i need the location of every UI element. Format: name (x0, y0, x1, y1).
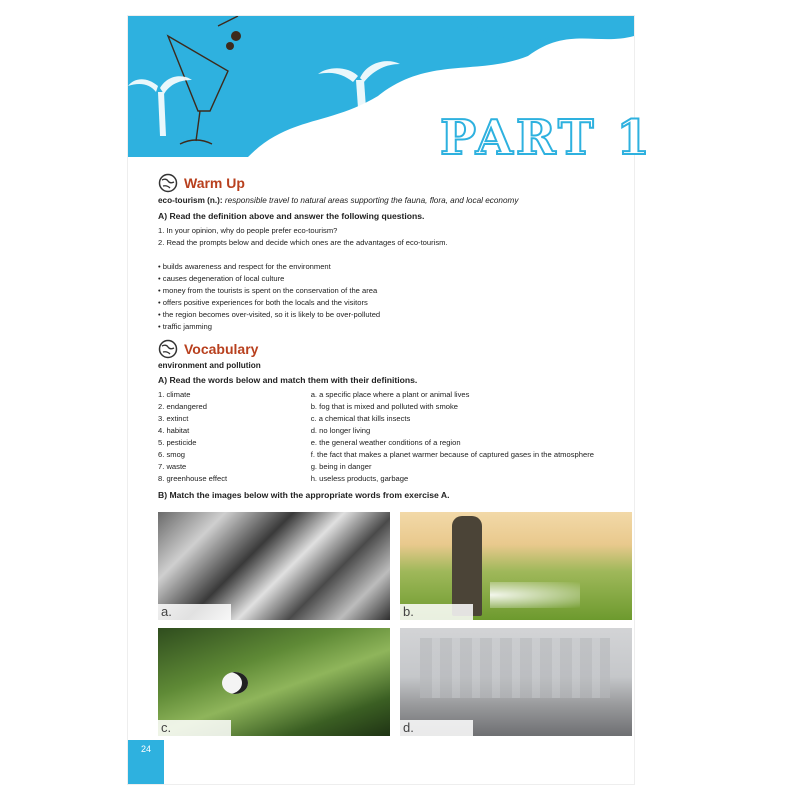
word-item: 8. greenhouse effect (158, 473, 228, 483)
definition-column (311, 389, 628, 484)
list-item: • money from the tourists is spent on the conservation of the area (158, 285, 378, 295)
word-item: 7. waste (158, 461, 187, 471)
photo-electronic-waste (158, 512, 390, 620)
list-item: • traffic jamming (158, 321, 213, 331)
image-label-c: c. (158, 720, 231, 736)
photo-panda-in-tree (158, 628, 390, 736)
globe-icon (158, 339, 178, 359)
main-content (158, 172, 628, 500)
definition-item: h. useless products, garbage (310, 473, 409, 483)
word-column (158, 389, 311, 484)
photo-smog-city (400, 628, 632, 736)
word-item: 6. smog (158, 449, 186, 459)
list-item: • builds awareness and respect for the environment (158, 262, 331, 271)
city-skyline (420, 638, 610, 698)
warm-up-title: Warm Up (184, 175, 245, 191)
definition-item: b. fog that is mixed and polluted with smoke (310, 402, 459, 412)
list-item: • causes degeneration of local culture (158, 273, 285, 283)
question-1: 1. In your opinion, why do people prefer eco-tourism? (158, 226, 338, 235)
definition-item: f. the fact that makes a planet warmer because of captured gases in the atmosphere (310, 449, 594, 459)
list-item: • the region becomes over-visited, so it is likely to be over-polluted (158, 309, 381, 319)
word-item: 4. habitat (158, 426, 190, 436)
vocabulary-header (158, 338, 628, 360)
warm-up-instruction: A) Read the definition above and answer the following questions. (158, 211, 425, 221)
image-label-d: d. (400, 720, 473, 736)
definition-item: c. a chemical that kills insects (310, 414, 411, 424)
photo-pesticide-spraying (400, 512, 632, 620)
warm-up-header (158, 172, 628, 194)
panda-figure (222, 672, 248, 694)
definition-text: responsible travel to natural areas supporting the fauna, flora, and local economy (224, 196, 519, 205)
matching-table (158, 389, 628, 484)
image-label-a: a. (158, 604, 231, 620)
question-2: 2. Read the prompts below and decide which ones are the advantages of eco-tourism. (158, 238, 448, 247)
vocabulary-title: Vocabulary (184, 341, 259, 358)
vocabulary-subtitle: environment and pollution (158, 361, 261, 371)
globe-icon (158, 173, 178, 193)
definition-item: d. no longer living (310, 426, 371, 436)
spray-mist (490, 582, 580, 608)
definition-item: g. being in danger (310, 461, 372, 471)
word-item: 2. endangered (158, 402, 207, 412)
list-item: • offers positive experiences for both the locals and the visitors (158, 297, 368, 307)
word-item: 3. extinct (158, 414, 189, 424)
eco-tourism-definition (158, 196, 628, 205)
definition-item: a. a specific place where a plant or animal lives (310, 390, 470, 400)
part-title: PART 1 (440, 110, 653, 166)
farmer-figure (452, 516, 482, 616)
prompt-list (158, 261, 628, 332)
word-item: 1. climate (158, 390, 191, 400)
definition-term: eco-tourism (n.): (158, 196, 223, 205)
word-item: 5. pesticide (158, 438, 197, 448)
image-label-b: b. (400, 604, 473, 620)
definition-item: e. the general weather conditions of a region (310, 438, 461, 448)
page-number: 24 (141, 744, 152, 754)
vocabulary-instruction-b: B) Match the images below with the appropriate words from exercise A. (158, 489, 450, 500)
vocabulary-instruction-a: A) Read the words below and match them with their definitions. (158, 375, 418, 386)
